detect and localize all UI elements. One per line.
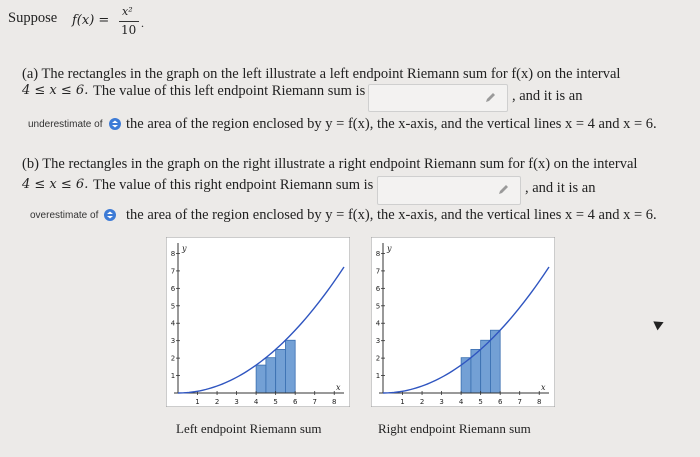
right-graph-caption: Right endpoint Riemann sum: [378, 421, 531, 436]
part-b-dropdown[interactable]: [30, 209, 116, 221]
x-axis-label: x: [336, 383, 341, 392]
x-tick-label: 7: [312, 398, 317, 406]
left-riemann-graph: [166, 237, 350, 407]
x-tick-label: 2: [214, 398, 220, 406]
part-a-line3: the area of the region enclosed by y = f(x), the x-axis, and the vertical lines x = 4 and x = 6.: [126, 116, 657, 132]
part-b-line2: The value of this right endpoint Riemann sum is: [93, 177, 374, 193]
function-period: .: [141, 16, 144, 30]
y-tick-label: 1: [375, 372, 381, 381]
y-tick-label: 5: [170, 302, 176, 311]
part-b-line1: (b) The rectangles in the graph on the right illustrate a right endpoint Riemann sum for f(x) on the interval: [22, 156, 638, 172]
y-tick-label: 6: [375, 284, 381, 293]
part-a-line2: The value of this left endpoint Riemann sum is: [93, 83, 366, 99]
y-tick-label: 2: [170, 354, 176, 363]
y-tick-label: 7: [375, 267, 381, 276]
y-tick-label: 5: [375, 302, 381, 311]
riemann-rectangle: [461, 358, 471, 393]
riemann-rectangle: [285, 340, 295, 393]
y-tick-label: 1: [170, 372, 176, 381]
riemann-rectangle: [276, 349, 286, 393]
y-tick-label: 8: [170, 249, 176, 258]
part-a-line1: (a) The rectangles in the graph on the left illustrate a left endpoint Riemann sum for f(x) on the interval: [22, 66, 621, 82]
x-tick-label: 1: [195, 398, 200, 406]
y-tick-label: 4: [375, 319, 381, 328]
part-a-interval: 4 ≤ x ≤ 6.: [22, 83, 89, 98]
riemann-rectangle: [256, 365, 266, 393]
right-riemann-graph: [371, 237, 555, 407]
function-numerator: x²: [122, 5, 133, 18]
pencil-icon: [496, 183, 510, 197]
part-b-dropdown-value: overestimate of: [30, 209, 99, 221]
function-lhs: f(x) =: [72, 13, 110, 28]
x-tick-label: 6: [497, 398, 503, 406]
y-tick-label: 2: [375, 354, 381, 363]
y-axis-label: y: [182, 244, 187, 253]
part-b-after-box: , and it is an: [525, 180, 596, 196]
suppose-label: Suppose: [8, 10, 58, 26]
part-b-line3: the area of the region enclosed by y = f(x), the x-axis, and the vertical lines x = 4 and x = 6.: [126, 207, 657, 223]
y-tick-label: 3: [170, 337, 176, 346]
y-tick-label: 3: [375, 337, 381, 346]
pencil-icon: [483, 91, 497, 105]
riemann-rectangle: [266, 358, 276, 393]
part-a-dropdown[interactable]: [28, 118, 121, 130]
x-tick-label: 3: [234, 398, 239, 406]
part-b-interval: 4 ≤ x ≤ 6.: [22, 177, 89, 192]
x-tick-label: 5: [273, 398, 278, 406]
left-graph-caption: Left endpoint Riemann sum: [176, 421, 322, 436]
part-a-dropdown-value: underestimate of: [28, 118, 103, 130]
y-tick-label: 8: [375, 249, 381, 258]
x-tick-label: 8: [537, 398, 542, 406]
fraction-bar: [119, 21, 139, 22]
x-tick-label: 7: [517, 398, 522, 406]
function-denominator: 10: [121, 23, 137, 37]
y-tick-label: 6: [170, 284, 176, 293]
part-a-answer-input[interactable]: [368, 84, 508, 112]
dropdown-arrows-icon: [109, 118, 121, 130]
dropdown-arrows-icon: [104, 209, 116, 221]
part-a-after-box: , and it is an: [512, 88, 583, 104]
y-axis-label: y: [387, 244, 392, 253]
part-b-answer-input[interactable]: [377, 176, 521, 205]
x-tick-label: 1: [400, 398, 405, 406]
x-tick-label: 5: [478, 398, 483, 406]
x-tick-label: 4: [458, 398, 464, 406]
x-tick-label: 2: [419, 398, 425, 406]
x-axis-label: x: [541, 383, 546, 392]
y-tick-label: 4: [170, 319, 176, 328]
mouse-cursor-icon: [653, 318, 665, 331]
y-tick-label: 7: [170, 267, 176, 276]
x-tick-label: 6: [292, 398, 298, 406]
x-tick-label: 3: [439, 398, 444, 406]
x-tick-label: 4: [253, 398, 259, 406]
x-tick-label: 8: [332, 398, 337, 406]
